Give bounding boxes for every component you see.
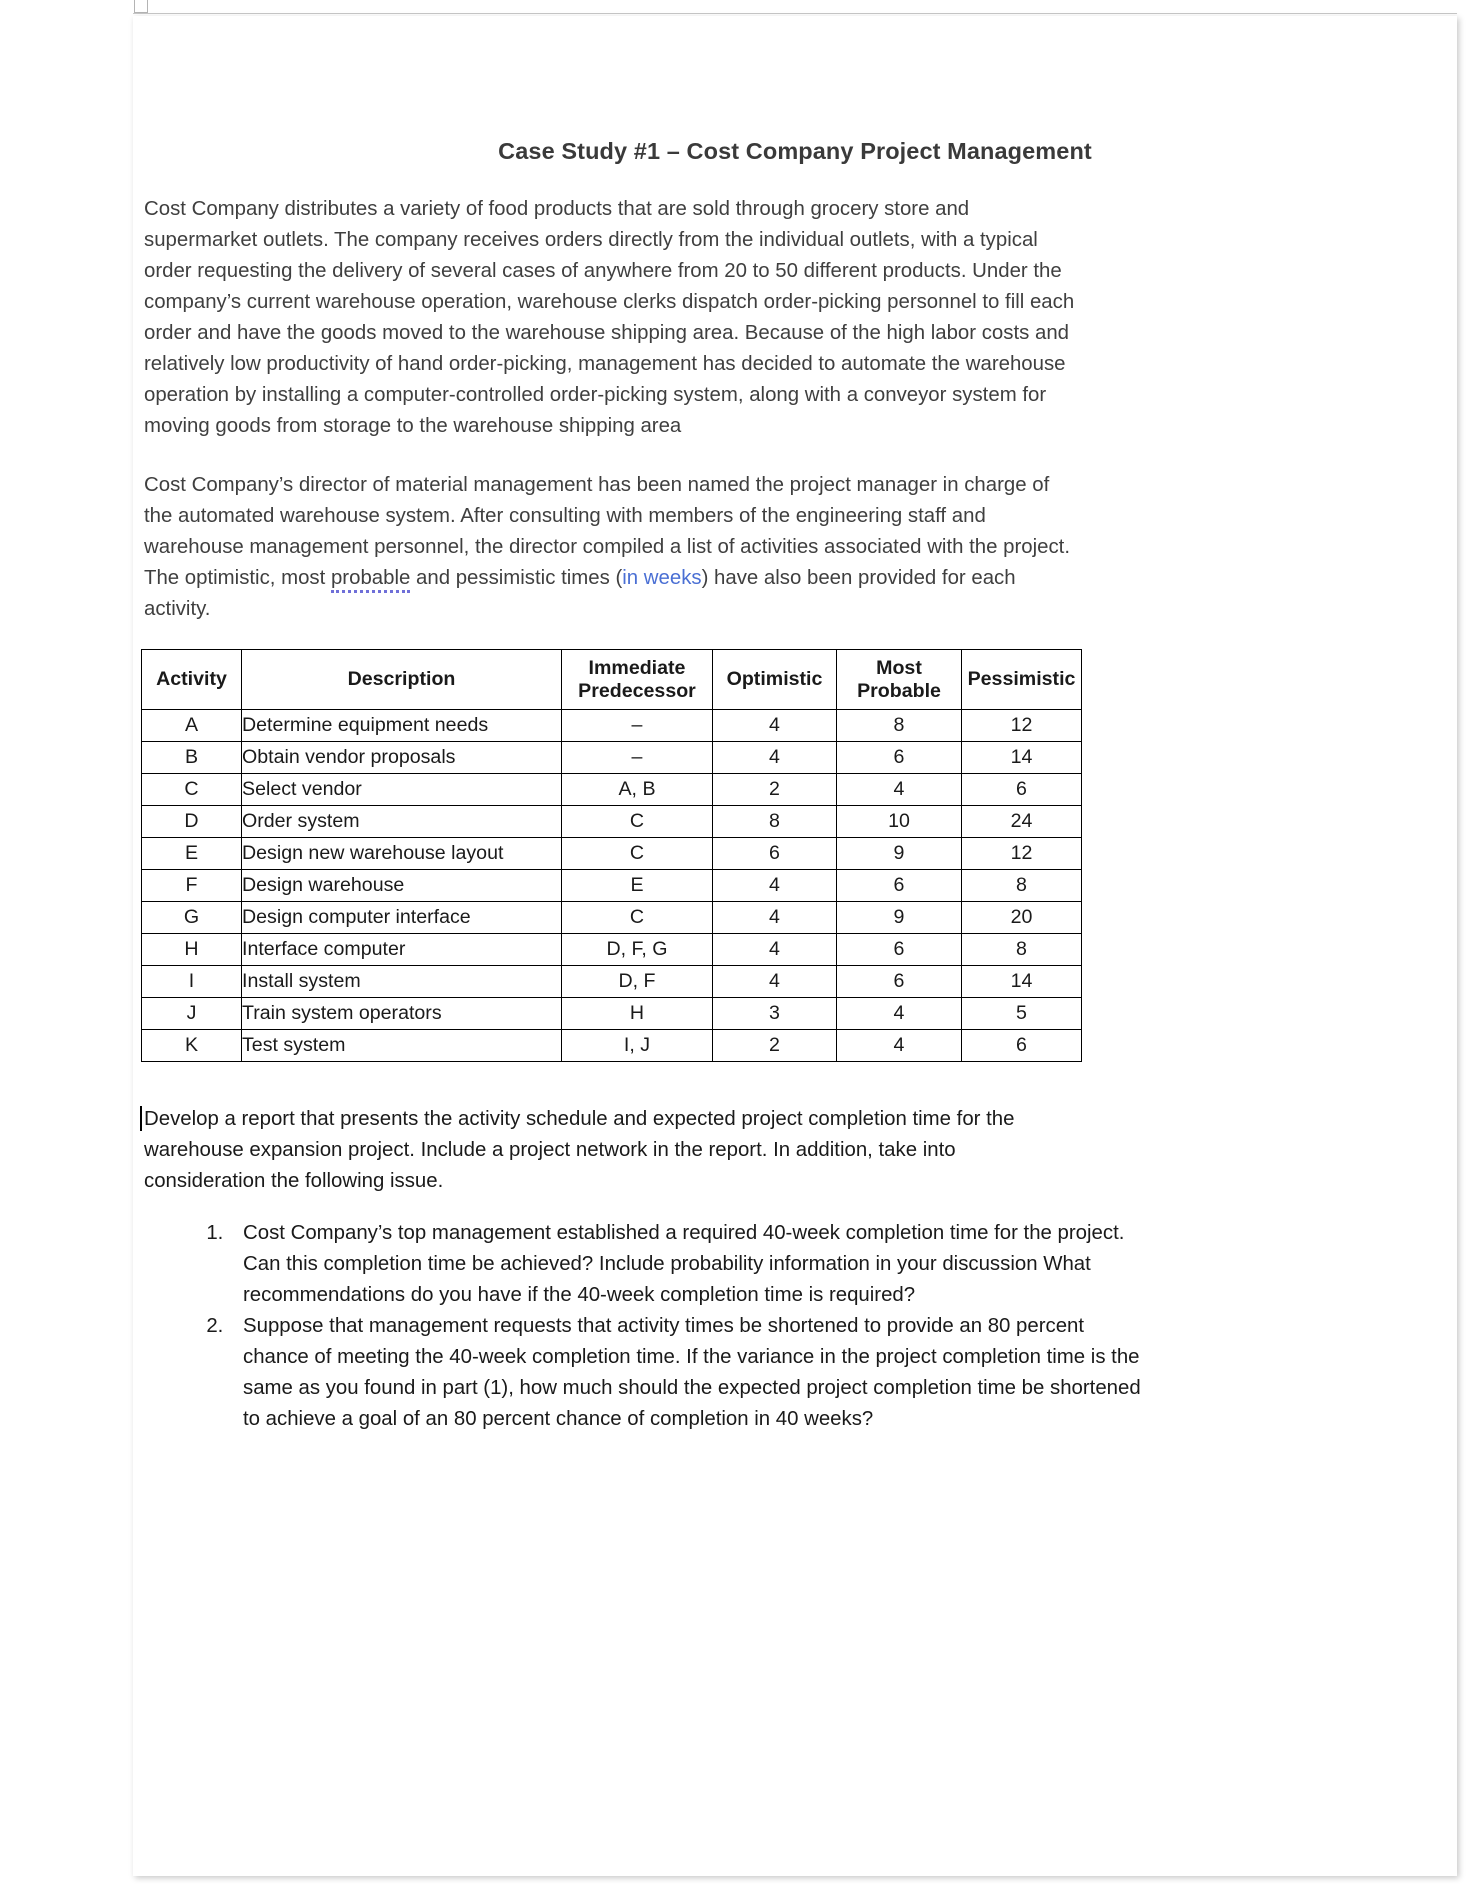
cell-activity: K (142, 1030, 242, 1062)
cell-description: Design warehouse (242, 870, 562, 902)
cell-description: Train system operators (242, 998, 562, 1030)
cell-pessimistic: 6 (962, 1030, 1082, 1062)
col-header-activity: Activity (142, 650, 242, 710)
text-cursor-caret (140, 1106, 142, 1131)
cell-description: Test system (242, 1030, 562, 1062)
cell-optimistic: 6 (713, 838, 837, 870)
table-row (142, 902, 1082, 934)
cell-probable: 4 (837, 998, 962, 1030)
activity-times-table (141, 649, 1082, 1062)
cell-predecessor: C (562, 902, 713, 934)
cell-pessimistic: 8 (962, 870, 1082, 902)
cell-pessimistic: 6 (962, 774, 1082, 806)
col-header-probable-line1: Most (876, 656, 922, 679)
cell-pessimistic: 8 (962, 934, 1082, 966)
cell-pessimistic: 14 (962, 966, 1082, 998)
report-instructions-paragraph (144, 1104, 1037, 1197)
cell-probable: 8 (837, 710, 962, 742)
cell-predecessor: D, F (562, 966, 713, 998)
cell-activity: I (142, 966, 242, 998)
cell-probable: 9 (837, 902, 962, 934)
cell-pessimistic: 14 (962, 742, 1082, 774)
cell-description: Select vendor (242, 774, 562, 806)
cell-optimistic: 4 (713, 902, 837, 934)
cell-probable: 4 (837, 774, 962, 806)
cell-predecessor: – (562, 710, 713, 742)
table-row (142, 998, 1082, 1030)
cell-pessimistic: 12 (962, 838, 1082, 870)
project-manager-paragraph (144, 470, 1081, 625)
col-header-optimistic: Optimistic (713, 650, 837, 710)
cell-activity: E (142, 838, 242, 870)
page-title: Case Study #1 – Cost Company Project Management (498, 138, 1092, 164)
cell-optimistic: 4 (713, 742, 837, 774)
cell-optimistic: 2 (713, 774, 837, 806)
table-row (142, 934, 1082, 966)
cell-optimistic: 8 (713, 806, 837, 838)
cell-predecessor: A, B (562, 774, 713, 806)
col-header-description: Description (242, 650, 562, 710)
issues-list (133, 1218, 1143, 1435)
cell-activity: D (142, 806, 242, 838)
table-header-row (142, 650, 1082, 710)
intro-paragraph: Cost Company distributes a variety of food products that are sold through grocery store and supermarket outlets. The company receives orders directly from the individual outlets, with a typical order requesting the delivery of several cases of anywhere from 20 to 50 different products. Under the company’s current warehouse operation, warehouse clerks dispatch order-picking personnel to fill each order and have the goods moved to the warehouse shipping area. Because of the high labor costs and relatively low productivity of hand order-picking, management has decided to automate the warehouse operation by installing a computer-controlled order-picking system, along with a conveyor system for moving goods from storage to the warehouse shipping area (144, 198, 1075, 438)
cell-predecessor: C (562, 838, 713, 870)
col-header-predecessor-line1: Immediate (588, 656, 686, 679)
cell-pessimistic: 5 (962, 998, 1082, 1030)
cell-optimistic: 4 (713, 870, 837, 902)
cell-activity: A (142, 710, 242, 742)
cell-optimistic: 4 (713, 710, 837, 742)
cell-predecessor: H (562, 998, 713, 1030)
col-header-probable-line2: Probable (857, 679, 941, 702)
cell-activity: B (142, 742, 242, 774)
document-page (133, 16, 1457, 1876)
paragraph-part-a: Cost Company’s director of material management has been named the project manager in charge of the automated warehouse system. After consulting with members of the engineering staff and warehouse management personnel, the director compiled a list of activities associated with the project. The optimistic, most (144, 474, 1070, 590)
previous-page-edge (133, 0, 1457, 14)
page-content (133, 16, 1457, 1435)
cell-activity: F (142, 870, 242, 902)
cell-probable: 10 (837, 806, 962, 838)
cell-probable: 6 (837, 966, 962, 998)
list-item: 2. Suppose that management requests that activity times be shortened to provide an 80 percent chance of meeting the 40-week completion time. If the variance in the project completion time is the same as you found in part (1), how much should the expected project completion time be shortened to achieve a goal of an 80 percent chance of completion in 40 weeks? (229, 1311, 1143, 1435)
col-header-probable (837, 650, 962, 710)
table-header (142, 650, 1082, 710)
cell-predecessor: E (562, 870, 713, 902)
cell-pessimistic: 24 (962, 806, 1082, 838)
col-header-predecessor-line2: Predecessor (578, 679, 696, 702)
cell-description: Interface computer (242, 934, 562, 966)
table-row (142, 774, 1082, 806)
cell-probable: 9 (837, 838, 962, 870)
cell-activity: J (142, 998, 242, 1030)
col-header-pessimistic: Pessimistic (962, 650, 1082, 710)
table-row (142, 838, 1082, 870)
cell-activity: C (142, 774, 242, 806)
report-instructions-text: Develop a report that presents the activity schedule and expected project completion time for the warehouse expansion project. Include a project network in the report. In addition, take into consideration the following issue. (144, 1108, 1015, 1193)
list-item: 1. Cost Company’s top management established a required 40-week completion time for the project. Can this completion time be achieved? Include probability information in your discussion What recommendations do you have if the 40-week completion time is required? (229, 1218, 1143, 1311)
cell-description: Order system (242, 806, 562, 838)
cell-description: Install system (242, 966, 562, 998)
spellcheck-underlined-word: probable (331, 567, 410, 593)
cell-predecessor: D, F, G (562, 934, 713, 966)
cell-pessimistic: 12 (962, 710, 1082, 742)
cell-activity: G (142, 902, 242, 934)
cell-optimistic: 4 (713, 934, 837, 966)
table-row (142, 710, 1082, 742)
cell-optimistic: 4 (713, 966, 837, 998)
cell-probable: 6 (837, 934, 962, 966)
table-row (142, 1030, 1082, 1062)
cell-optimistic: 3 (713, 998, 837, 1030)
cell-activity: H (142, 934, 242, 966)
table-row (142, 806, 1082, 838)
cell-probable: 4 (837, 1030, 962, 1062)
in-weeks-highlight: in weeks (622, 567, 702, 590)
cell-description: Design computer interface (242, 902, 562, 934)
table-body (142, 710, 1082, 1062)
paragraph-part-c: ) have also been provided for each activity. (144, 567, 1016, 621)
table-row (142, 870, 1082, 902)
table-row (142, 742, 1082, 774)
cell-description: Obtain vendor proposals (242, 742, 562, 774)
cell-probable: 6 (837, 742, 962, 774)
cell-predecessor: I, J (562, 1030, 713, 1062)
cell-probable: 6 (837, 870, 962, 902)
cell-description: Determine equipment needs (242, 710, 562, 742)
paragraph-part-b: and pessimistic times ( (410, 567, 623, 590)
cell-pessimistic: 20 (962, 902, 1082, 934)
col-header-predecessor (562, 650, 713, 710)
cell-description: Design new warehouse layout (242, 838, 562, 870)
cell-optimistic: 2 (713, 1030, 837, 1062)
cell-predecessor: – (562, 742, 713, 774)
cell-predecessor: C (562, 806, 713, 838)
table-row (142, 966, 1082, 998)
